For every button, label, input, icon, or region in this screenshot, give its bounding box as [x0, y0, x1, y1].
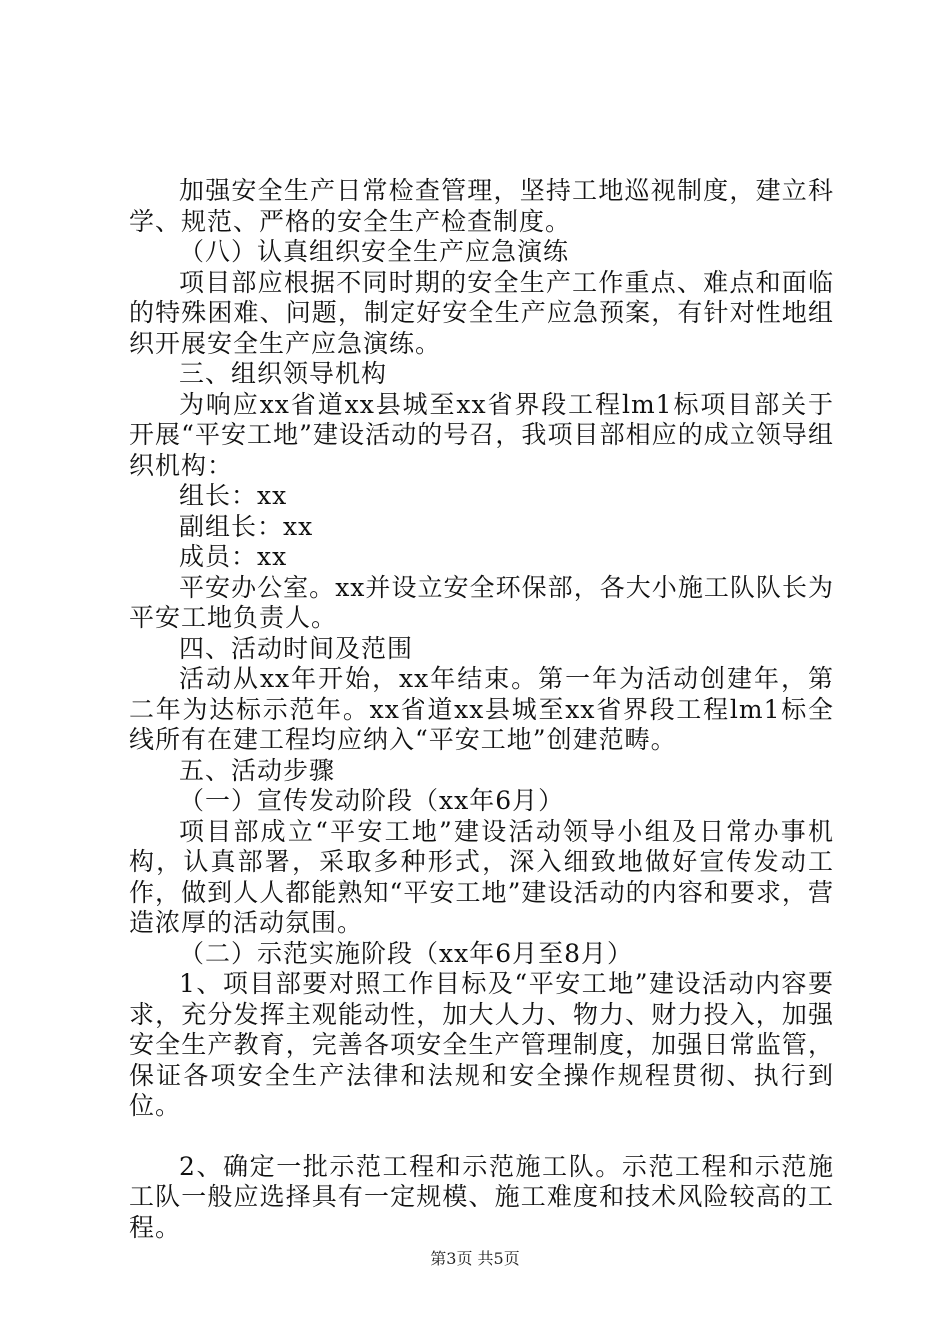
paragraph-safety-office: 平安办公室。xx并设立安全环保部，各大小施工队队长为平安工地负责人。 — [129, 572, 834, 632]
paragraph-time-scope: 活动从xx年开始，xx年结束。第一年为活动创建年，第二年为达标示范年。xx省道xx县城至xx省界段工程lm1标全线所有在建工程均应纳入“平安工地”创建范畴。 — [129, 664, 834, 754]
heading-activity-steps: 五、活动步骤 — [179, 755, 336, 785]
heading-publicity-stage: （一）宣传发动阶段（xx年6月） — [179, 786, 565, 815]
heading-demonstration-stage: （二）示范实施阶段（xx年6月至8月） — [179, 938, 634, 968]
paragraph-inspection-management: 加强安全生产日常检查管理，坚持工地巡视制度，建立科学、规范、严格的安全生产检查制度。 — [129, 176, 834, 236]
paragraph-publicity-stage: 项目部成立“平安工地”建设活动领导小组及日常办事机构，认真部署，采取多种形式，深入细致地做好宣传发动工作，做到人人都能熟知“平安工地”建设活动的内容和要求，营造浓厚的活动氛围。 — [129, 816, 834, 937]
heading-leadership-organization: 三、组织领导机构 — [179, 359, 388, 388]
paragraph-demonstration-item-1: 1、项目部要对照工作目标及“平安工地”建设活动内容要求，充分发挥主观能动性，加大人力、物力、财力投入，加强安全生产教育，完善各项安全生产管理制度，加强日常监管，保证各项安全生产法律和法规和安全操作规程贯彻、执行到位。 — [129, 969, 834, 1120]
heading-time-scope: 四、活动时间及范围 — [179, 633, 414, 663]
paragraph-deputy-leader: 副组长：xx — [179, 511, 314, 541]
paragraph-members: 成员：xx — [179, 542, 288, 571]
paragraph-demonstration-item-2: 2、确定一批示范工程和示范施工队。示范工程和示范施工队一般应选择具有一定规模、施工难度和技术风险较高的工程。 — [129, 1151, 834, 1242]
paragraph-emergency-plan: 项目部应根据不同时期的安全生产工作重点、难点和面临的特殊困难、问题，制定好安全生产应急预案，有针对性地组织开展安全生产应急演练。 — [129, 267, 834, 358]
paragraph-group-leader: 组长：xx — [179, 481, 288, 510]
heading-emergency-drill: （八）认真组织安全生产应急演练 — [179, 237, 570, 266]
paragraph-organization-intro: 为响应xx省道xx县城至xx省界段工程lm1标项目部关于开展“平安工地”建设活动的号召，我项目部相应的成立领导组织机构： — [129, 389, 834, 480]
page-number-footer: 第3页 共5页 — [430, 1249, 520, 1268]
document-body — [129, 176, 834, 1243]
